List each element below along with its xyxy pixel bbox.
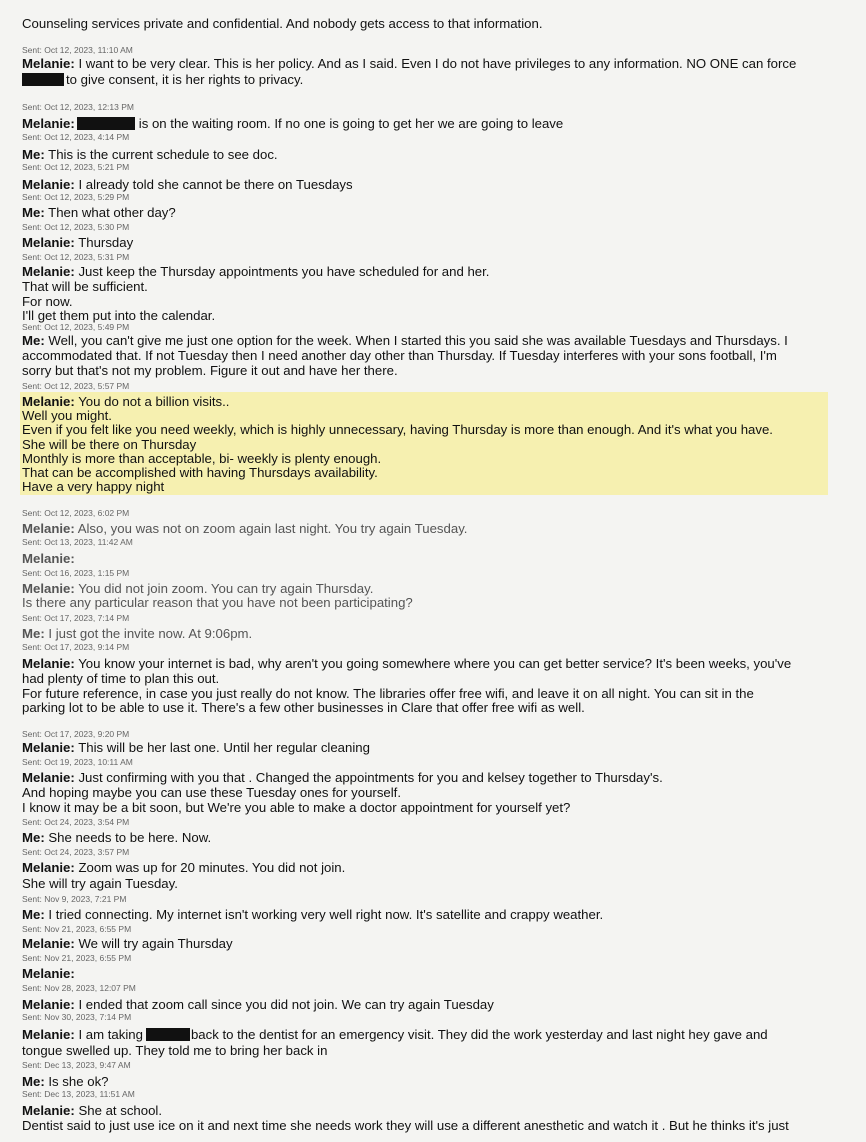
message-text: accommodated that. If not Tuesday then I need another day other than Thursday. If Tuesday interferes with your sons football, I'm — [22, 348, 777, 363]
message-text: I just got the invite now. At 9:06pm. — [48, 626, 253, 641]
message-continuation — [22, 72, 856, 87]
message-sender: Melanie: — [22, 521, 75, 536]
message-sender: Melanie: — [22, 394, 75, 409]
message-timestamp: Sent: Oct 12, 2023, 6:02 PM — [22, 508, 130, 518]
message-text: Well you might. — [22, 408, 112, 423]
message-timestamp: Sent: Oct 12, 2023, 5:21 PM — [22, 162, 130, 172]
message-text: Also, you was not on zoom again last night. You try again Tuesday. — [77, 521, 468, 536]
message-timestamp: Sent: Dec 13, 2023, 9:47 AM — [22, 1060, 131, 1070]
message-text: I'll get them put into the calendar. — [22, 308, 216, 323]
message-text: Even if you felt like you need weekly, which is highly unnecessary, having Thursday is more than enough. And it's what you have. — [22, 422, 773, 437]
message-timestamp: Sent: Nov 9, 2023, 7:21 PM — [22, 894, 127, 904]
message-timestamp: Sent: Oct 12, 2023, 5:29 PM — [22, 192, 130, 202]
message-sender: Me: — [22, 205, 45, 220]
redaction-bar — [77, 117, 135, 130]
message-timestamp: Sent: Nov 21, 2023, 6:55 PM — [22, 924, 132, 934]
message-text: Thursday — [78, 235, 134, 250]
message-text: This is the current schedule to see doc. — [48, 147, 278, 162]
message-text: And hoping maybe you can use these Tuesday ones for yourself. — [22, 785, 402, 800]
message-text: back to the dentist for an emergency visit. They did the work yesterday and last night hey gave and — [190, 1027, 768, 1042]
message-text: is on the waiting room. If no one is going to get her we are going to leave — [138, 116, 564, 131]
message-text: had plenty of time to plan this out. — [22, 671, 220, 686]
message-line — [22, 56, 856, 71]
message-text: We will try again Thursday — [78, 936, 233, 951]
message-continuation — [22, 1043, 856, 1058]
message-timestamp: Sent: Dec 13, 2023, 11:51 AM — [22, 1089, 135, 1099]
message-text: I am taking — [78, 1027, 143, 1042]
message-text: I tried connecting. My internet isn't working very well right now. It's satellite and crappy weather. — [48, 907, 604, 922]
message-continuation — [22, 363, 856, 378]
message-text: tongue swelled up. They told me to bring her back in — [22, 1043, 328, 1058]
message-sender: Melanie: — [22, 581, 75, 596]
message-text: Have a very happy night — [22, 479, 165, 494]
message-line — [22, 581, 856, 596]
message-timestamp: Sent: Oct 17, 2023, 7:14 PM — [22, 613, 130, 623]
message-continuation — [22, 671, 856, 686]
message-line — [22, 116, 856, 131]
message-line — [22, 936, 856, 951]
message-continuation — [22, 348, 856, 363]
message-line — [22, 997, 856, 1012]
message-text: She will try again Tuesday. — [22, 876, 178, 891]
message-continuation — [22, 422, 856, 437]
message-sender: Melanie: — [22, 264, 75, 279]
message-sender: Melanie: — [22, 235, 75, 250]
message-timestamp: Sent: Nov 21, 2023, 6:55 PM — [22, 953, 132, 963]
message-text: She at school. — [78, 1103, 163, 1118]
message-line — [22, 1074, 856, 1089]
message-line — [22, 860, 856, 875]
message-text: Zoom was up for 20 minutes. You did not join. — [78, 860, 346, 875]
message-continuation — [22, 451, 856, 466]
message-sender: Me: — [22, 333, 45, 348]
message-timestamp: Sent: Oct 12, 2023, 5:49 PM — [22, 322, 130, 332]
message-timestamp: Sent: Oct 12, 2023, 5:57 PM — [22, 381, 130, 391]
message-timestamp: Sent: Oct 12, 2023, 5:31 PM — [22, 252, 130, 262]
message-text: Is she ok? — [48, 1074, 109, 1089]
message-line — [22, 656, 856, 671]
message-text: I want to be very clear. This is her policy. And as I said. Even I do not have privileges to any information. NO ONE can force — [78, 56, 797, 71]
message-continuation — [22, 785, 856, 800]
message-continuation — [22, 465, 856, 480]
message-continuation — [22, 700, 856, 715]
message-sender: Melanie: — [22, 1027, 75, 1042]
message-sender: Melanie: — [22, 56, 75, 71]
message-continuation — [22, 294, 856, 309]
message-text: This will be her last one. Until her regular cleaning — [78, 740, 370, 755]
message-text: She needs to be here. Now. — [48, 830, 212, 845]
message-text: Dentist said to just use ice on it and next time she needs work they will use a different anesthetic and watch it . But he thinks it's just — [22, 1118, 789, 1133]
message-text: For now. — [22, 294, 73, 309]
message-sender: Melanie: — [22, 770, 75, 785]
message-sender: Me: — [22, 147, 45, 162]
message-timestamp: Sent: Oct 12, 2023, 4:14 PM — [22, 132, 130, 142]
message-timestamp: Sent: Oct 12, 2023, 5:30 PM — [22, 222, 130, 232]
message-line — [22, 264, 856, 279]
message-timestamp: Sent: Oct 24, 2023, 3:57 PM — [22, 847, 130, 857]
message-line — [22, 147, 856, 162]
message-text: parking lot to be able to use it. There's a few other businesses in Clare that offer free wifi as well. — [22, 700, 585, 715]
message-sender: Melanie: — [22, 936, 75, 951]
message-text: You did not join zoom. You can try again Thursday. — [78, 581, 374, 596]
message-text: Then what other day? — [48, 205, 176, 220]
message-continuation — [22, 595, 856, 610]
message-text: For future reference, in case you just really do not know. The libraries offer free wifi, and leave it on all night. You can sit in the — [22, 686, 754, 701]
message-line — [22, 333, 856, 348]
message-text: She will be there on Thursday — [22, 437, 197, 452]
message-timestamp: Sent: Nov 28, 2023, 12:07 PM — [22, 983, 136, 993]
message-timestamp: Sent: Oct 13, 2023, 11:42 AM — [22, 537, 133, 547]
message-line — [22, 966, 856, 981]
intro-text: Counseling services private and confidential. And nobody gets access to that information. — [22, 16, 543, 31]
message-line — [22, 830, 856, 845]
message-sender: Me: — [22, 907, 45, 922]
message-timestamp: Sent: Oct 17, 2023, 9:14 PM — [22, 642, 130, 652]
message-continuation — [22, 279, 856, 294]
message-sender: Me: — [22, 1074, 45, 1089]
message-text: Just confirming with you that . Changed the appointments for you and kelsey together to Thursday's. — [78, 770, 663, 785]
message-continuation — [22, 800, 856, 815]
redaction-bar — [22, 73, 64, 86]
message-line — [22, 394, 856, 409]
message-line — [22, 770, 856, 785]
message-timestamp: Sent: Oct 19, 2023, 10:11 AM — [22, 757, 133, 767]
message-continuation — [22, 876, 856, 891]
message-line — [22, 235, 856, 250]
message-sender: Me: — [22, 830, 45, 845]
message-text: to give consent, it is her rights to privacy. — [66, 72, 304, 87]
message-text: Is there any particular reason that you have not been participating? — [22, 595, 413, 610]
message-timestamp: Sent: Oct 12, 2023, 11:10 AM — [22, 45, 133, 55]
message-timestamp: Sent: Oct 24, 2023, 3:54 PM — [22, 817, 130, 827]
message-sender: Melanie: — [22, 860, 75, 875]
message-sender: Melanie: — [22, 997, 75, 1012]
message-line — [22, 740, 856, 755]
message-continuation — [22, 408, 856, 423]
message-line — [22, 907, 856, 922]
message-timestamp: Sent: Oct 12, 2023, 12:13 PM — [22, 102, 134, 112]
message-timestamp: Sent: Oct 16, 2023, 1:15 PM — [22, 568, 130, 578]
message-continuation — [22, 1118, 856, 1133]
message-continuation — [22, 308, 856, 323]
message-line — [22, 551, 856, 566]
message-text: I already told she cannot be there on Tuesdays — [78, 177, 353, 192]
message-text: That can be accomplished with having Thursdays availability. — [22, 465, 378, 480]
message-line — [22, 1027, 856, 1042]
message-sender: Melanie: — [22, 966, 75, 981]
message-line — [22, 626, 856, 641]
message-sender: Melanie: — [22, 740, 75, 755]
message-sender: Melanie: — [22, 177, 75, 192]
message-text: I ended that zoom call since you did not join. We can try again Tuesday — [78, 997, 494, 1012]
message-continuation — [22, 437, 856, 452]
message-continuation — [22, 686, 856, 701]
message-text: That will be sufficient. — [22, 279, 148, 294]
message-text: You know your internet is bad, why aren't you going somewhere where you can get better service? It's been weeks, you've — [78, 656, 792, 671]
message-continuation — [22, 479, 856, 494]
redaction-bar — [146, 1028, 190, 1041]
message-sender: Melanie: — [22, 656, 75, 671]
message-line — [22, 521, 856, 536]
message-sender: Me: — [22, 626, 45, 641]
message-text: You do not a billion visits.. — [78, 394, 230, 409]
message-text: I know it may be a bit soon, but We're you able to make a doctor appointment for yourself yet? — [22, 800, 571, 815]
message-text: Well, you can't give me just one option for the week. When I started this you said she was available Tuesdays and Thursdays. I — [48, 333, 788, 348]
message-timestamp: Sent: Nov 30, 2023, 7:14 PM — [22, 1012, 132, 1022]
message-sender: Melanie: — [22, 1103, 75, 1118]
message-sender: Melanie: — [22, 551, 75, 566]
message-line — [22, 1103, 856, 1118]
message-sender: Melanie: — [22, 116, 75, 131]
message-text: Monthly is more than acceptable, bi- weekly is plenty enough. — [22, 451, 382, 466]
message-text: sorry but that's not my problem. Figure it out and have her there. — [22, 363, 398, 378]
message-line — [22, 205, 856, 220]
message-text: Just keep the Thursday appointments you have scheduled for and her. — [78, 264, 490, 279]
message-timestamp: Sent: Oct 17, 2023, 9:20 PM — [22, 729, 130, 739]
message-line — [22, 177, 856, 192]
